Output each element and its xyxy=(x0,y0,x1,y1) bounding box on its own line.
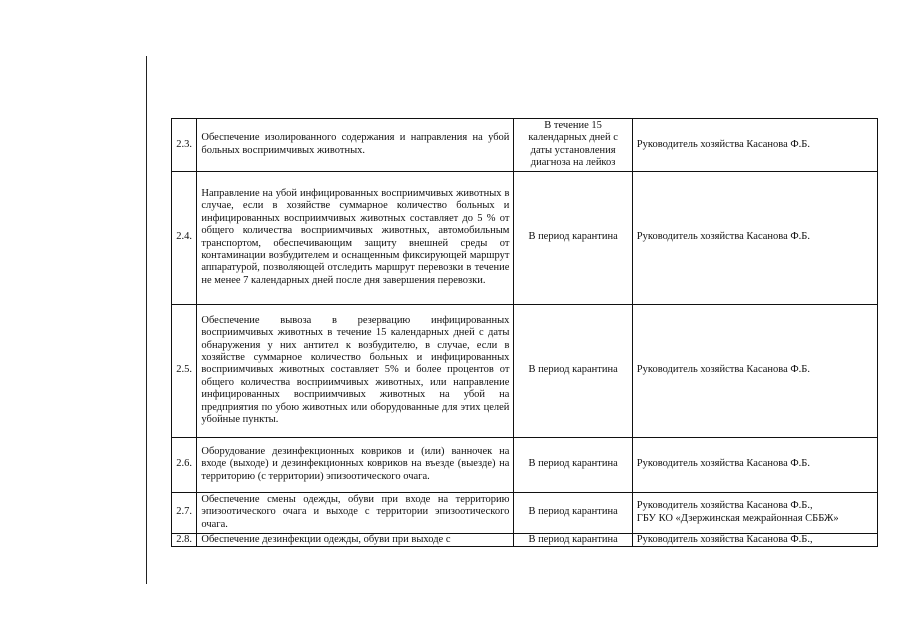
responsible-party: Руководитель хозяйства Касанова Ф.Б., xyxy=(632,533,877,546)
deadline: В период карантина xyxy=(514,171,632,304)
responsible-party: Руководитель хозяйства Касанова Ф.Б. xyxy=(632,304,877,437)
responsible-party: Руководитель хозяйства Касанова Ф.Б., ГБУ КО «Дзержинская межрайонная СББЖ» xyxy=(632,492,877,533)
table-row xyxy=(172,171,878,304)
page-margin-line xyxy=(146,56,147,584)
table-row xyxy=(172,304,878,437)
quarantine-measures-table xyxy=(171,118,878,547)
deadline: В период карантина xyxy=(514,304,632,437)
deadline: В период карантина xyxy=(514,533,632,546)
deadline: В период карантина xyxy=(514,492,632,533)
item-number: 2.4. xyxy=(172,171,197,304)
deadline: В период карантина xyxy=(514,437,632,492)
measure-description: Оборудование дезинфекционных ковриков и (или) ванночек на входе (выходе) и дезинфекционных ковриков на въезде (выезде) на территорию (с территории) эпизоотического очага. xyxy=(197,437,514,492)
responsible-party: Руководитель хозяйства Касанова Ф.Б. xyxy=(632,119,877,172)
measure-description: Обеспечение смены одежды, обуви при входе на территорию эпизоотического очага и выходе с территории эпизоотического очага. xyxy=(197,492,514,533)
responsible-party: Руководитель хозяйства Касанова Ф.Б. xyxy=(632,171,877,304)
table-row xyxy=(172,533,878,546)
item-number: 2.8. xyxy=(172,533,197,546)
item-number: 2.7. xyxy=(172,492,197,533)
table-row xyxy=(172,119,878,172)
item-number: 2.5. xyxy=(172,304,197,437)
measure-description: Обеспечение дезинфекции одежды, обуви при выходе с xyxy=(197,533,514,546)
measure-description: Направление на убой инфицированных восприимчивых животных в случае, если в хозяйстве суммарное количество больных и инфицированных восприимчивых животных составляет до 5 % от общего количества восприимчивых животных, автомобильным транспортом, обеспечивающим защиту внешней среды от контаминации возбудителем и оснащенным фиксирующей маршрут аппаратурой, позволяющей отследить маршрут перевозки в течение не менее 7 календарных дней после дня завершения перевозки. xyxy=(197,171,514,304)
responsible-party: Руководитель хозяйства Касанова Ф.Б. xyxy=(632,437,877,492)
table-row xyxy=(172,437,878,492)
table-row xyxy=(172,492,878,533)
item-number: 2.3. xyxy=(172,119,197,172)
measure-description: Обеспечение изолированного содержания и направления на убой больных восприимчивых животных. xyxy=(197,119,514,172)
measure-description: Обеспечение вывоза в резервацию инфицированных восприимчивых животных в течение 15 календарных дней с даты обнаружения у них антител к возбудителю, в случае, если в хозяйстве суммарное количество больных и инфицированных восприимчивых животных составляет 5% и более процентов от общего количества восприимчивых животных, или направление инфицированных восприимчивых животных на убой на предприятия по убою животных или оборудованные для этих целей убойные пункты. xyxy=(197,304,514,437)
deadline: В течение 15 календарных дней с даты установления диагноза на лейкоз xyxy=(514,119,632,172)
item-number: 2.6. xyxy=(172,437,197,492)
